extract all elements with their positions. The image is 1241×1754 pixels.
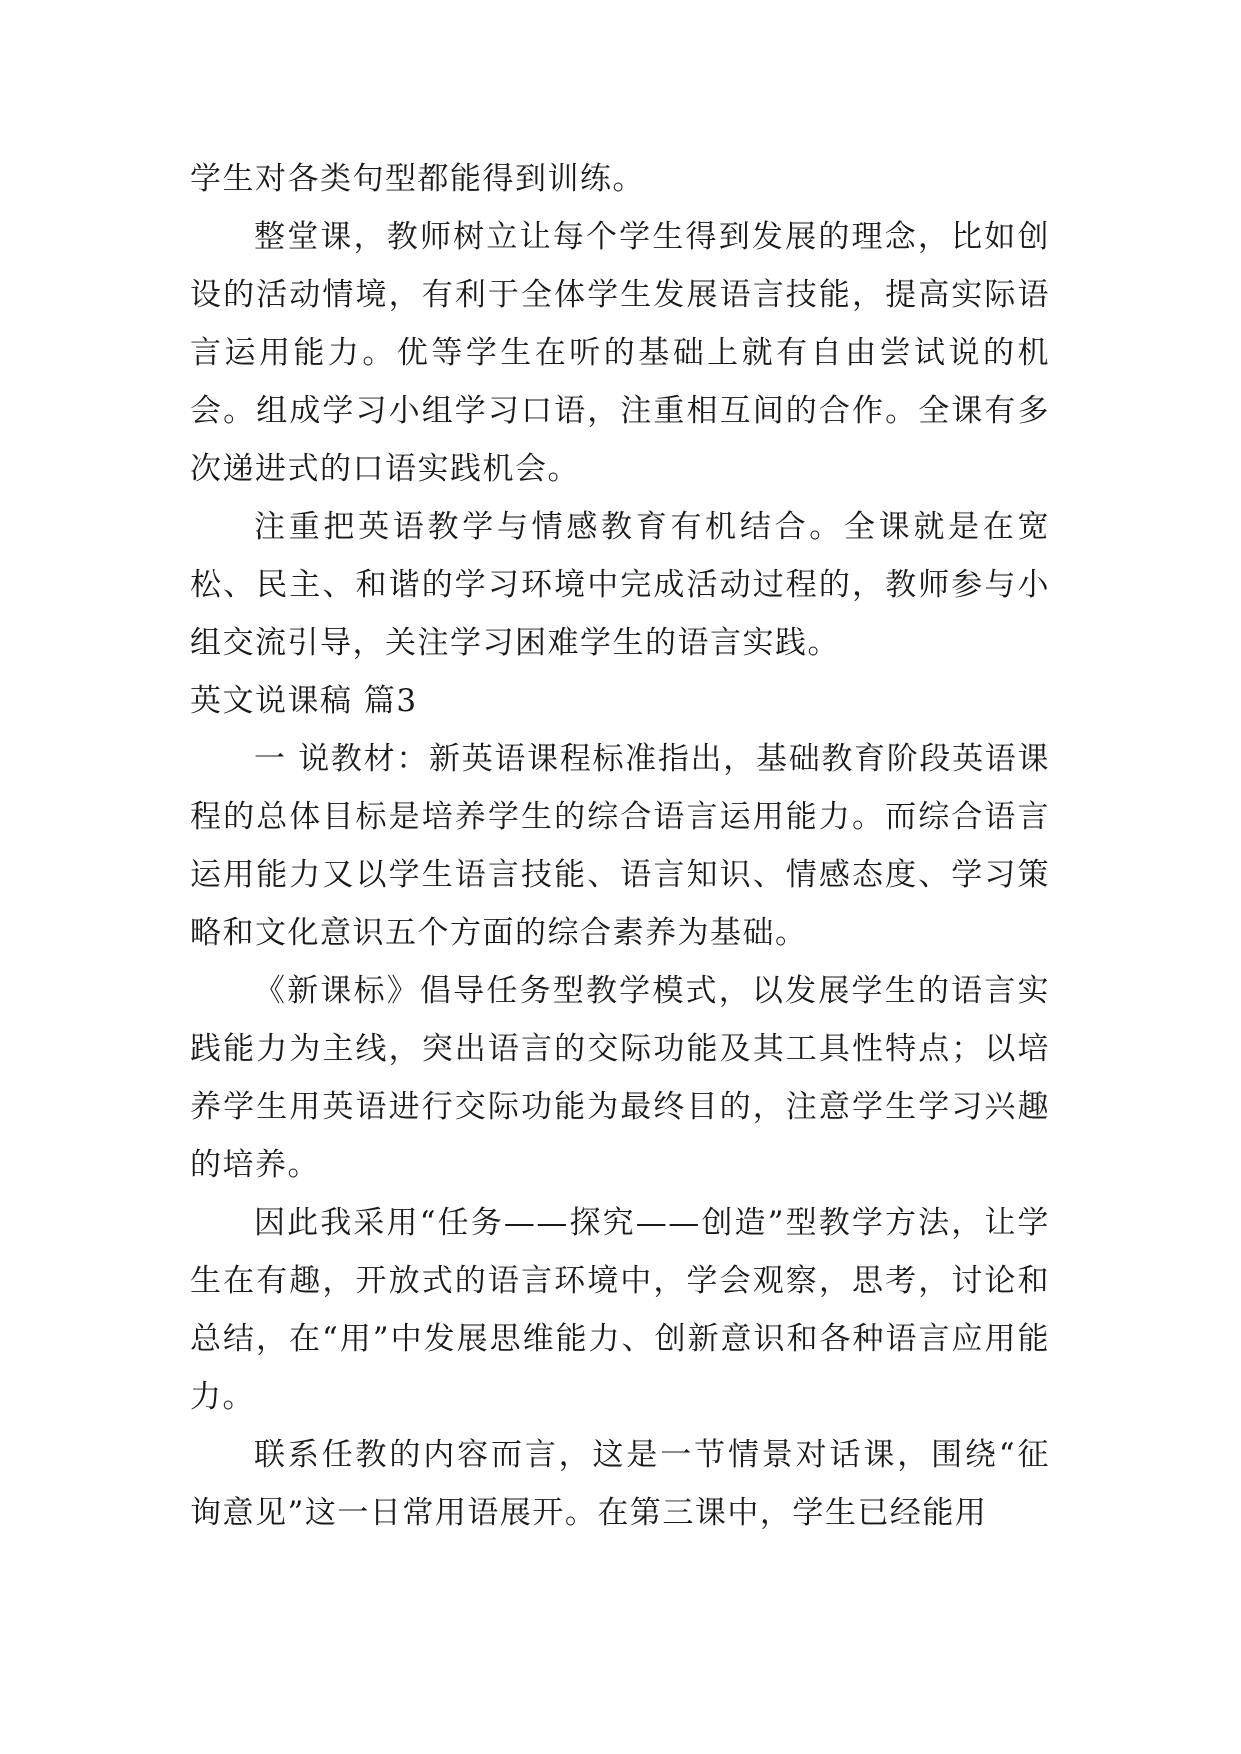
paragraph: 整堂课，教师树立让每个学生得到发展的理念，比如创设的活动情境，有利于全体学生发展语言技能，提高实际语言运用能力。优等学生在听的基础上就有自由尝试说的机会。组成学习小组学习口语，注重相互间的合作。全课有多次递进式的口语实践机会。: [190, 219, 1050, 487]
paragraph: 联系任教的内容而言，这是一节情景对话课，围绕“征询意见”这一日常用语展开。在第三课中，学生已经能用: [190, 1437, 1050, 1531]
paragraph: 学生对各类句型都能得到训练。: [190, 161, 645, 197]
paragraph: 注重把英语教学与情感教育有机结合。全课就是在宽松、民主、和谐的学习环境中完成活动过程的，教师参与小组交流引导，关注学习困难学生的语言实践。: [190, 509, 1050, 661]
section-heading: 英文说课稿 篇3: [190, 683, 418, 719]
paragraph: 因此我采用“任务——探究——创造”型教学方法，让学生在有趣，开放式的语言环境中，学会观察，思考，讨论和总结，在“用”中发展思维能力、创新意识和各种语言应用能力。: [190, 1205, 1050, 1415]
paragraph: 一 说教材：新英语课程标准指出，基础教育阶段英语课程的总体目标是培养学生的综合语言运用能力。而综合语言运用能力又以学生语言技能、语言知识、情感态度、学习策略和文化意识五个方面的综合素养为基础。: [190, 741, 1050, 951]
document-page: [190, 150, 1050, 1542]
paragraph: 《新课标》倡导任务型教学模式，以发展学生的语言实践能力为主线，突出语言的交际功能及其工具性特点；以培养学生用英语进行交际功能为最终目的，注意学生学习兴趣的培养。: [190, 973, 1050, 1183]
